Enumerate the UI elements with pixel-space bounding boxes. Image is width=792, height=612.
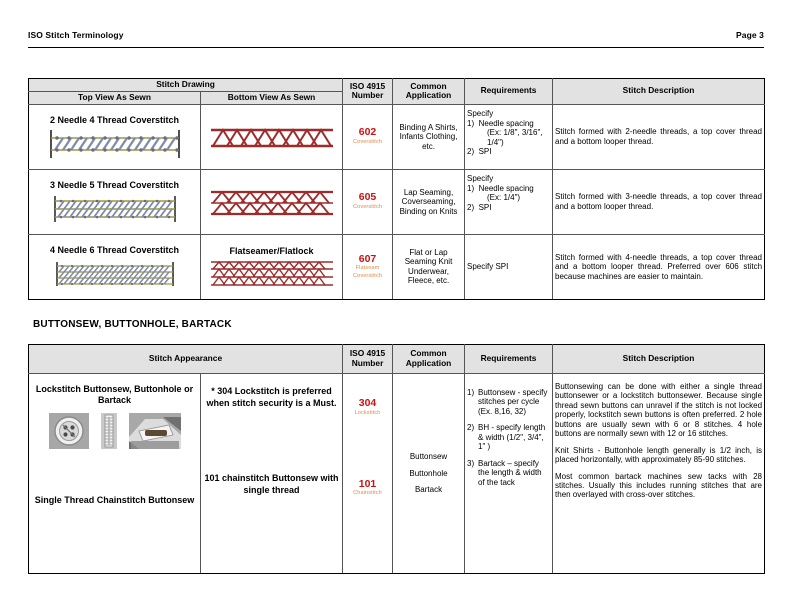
stitch-drawing-top-607 (39, 258, 191, 290)
header-bottom-view: Bottom View As Sewn (201, 91, 343, 104)
header-common-application-line2: Application (405, 90, 452, 101)
cell-iso-numbers (343, 374, 393, 574)
requirements-item (467, 459, 550, 487)
header-common-application-line1: Common (410, 348, 447, 359)
requirements-item-text: Needle spacing (478, 118, 534, 128)
cell-common-application: Lap Seaming, Coverseaming, Binding on Knits (393, 169, 465, 234)
requirements-item (467, 203, 550, 213)
cell-requirements: Specify SPI (465, 234, 553, 299)
cell-iso-number (343, 104, 393, 169)
button-photo-icon (49, 413, 89, 449)
row-title-bottom-view: Flatseamer/Flatlock (229, 246, 314, 256)
table-row (29, 374, 765, 574)
cell-common-application: Binding A Shirts, Infants Clothing, etc. (393, 104, 465, 169)
stitch-drawing-bottom-602 (209, 125, 335, 151)
requirements-item (467, 388, 550, 416)
requirements-item-continuation: (Ex: 1/4") (487, 193, 521, 203)
appearance-chainstitch-label: Single Thread Chainstitch Buttonsew (34, 494, 195, 505)
requirements-item-text: Buttonsew - specify stitches per cycle (Ex. 8,16, 32) (478, 388, 548, 416)
table-header-row-1 (29, 79, 765, 92)
table-row (29, 104, 765, 169)
header-iso-number (343, 79, 393, 105)
cell-bottom-view (201, 234, 343, 299)
iso-number-value: 607 (358, 252, 377, 265)
iso-number-subtitle-chainstitch: Chainstitch (353, 490, 382, 497)
iso-number-value: 602 (358, 126, 377, 139)
requirements-intro: Specify (467, 173, 494, 183)
header-iso-number-line2: Number (351, 358, 384, 368)
stitch-drawing-bottom-607 (209, 259, 335, 289)
iso-number-value-chainstitch: 101 (358, 477, 377, 490)
header-common-application-line2: Application (405, 358, 452, 368)
iso-number-value: 605 (358, 191, 377, 204)
iso-number-value-lockstitch: 304 (358, 397, 377, 409)
cell-requirements (465, 374, 553, 574)
cell-requirements (465, 169, 553, 234)
row-title-top-view: 2 Needle 4 Thread Coverstitch (49, 115, 180, 125)
iso-number-subtitle-line1: Flatseam (355, 265, 380, 272)
description-paragraph: Knit Shirts - Buttonhole length generally is 1/2 inch, is placed horizontally, with approximately 85-90 stitches. (555, 445, 763, 465)
header-stitch-description: Stitch Description (553, 345, 765, 374)
bartack-photo-icon (129, 413, 181, 449)
header-common-application (393, 79, 465, 105)
header-divider (28, 47, 764, 48)
requirements-item-number: 3) (467, 458, 475, 468)
cell-stitch-description (553, 374, 765, 574)
requirements-item-number: 2) (467, 147, 475, 157)
stitch-drawing-top-602 (39, 128, 191, 160)
requirements-item (467, 147, 550, 157)
header-iso-number-line2: Number (351, 90, 384, 101)
cell-requirements (465, 104, 553, 169)
row-title-top-view: 3 Needle 5 Thread Coverstitch (49, 180, 180, 190)
header-common-application-line1: Common (410, 80, 447, 91)
appearance-lockstitch-label: Lockstitch Buttonsew, Buttonhole or Bartack (35, 384, 194, 406)
cell-common-application (393, 374, 465, 574)
cell-stitch-appearance (29, 374, 201, 574)
common-application-line: Buttonsew (409, 452, 448, 462)
page-number: Page 3 (735, 30, 764, 40)
note-lockstitch-preferred: * 304 Lockstitch is preferred when stitch security is a Must. (206, 386, 337, 408)
header-requirements: Requirements (465, 345, 553, 374)
header-top-view: Top View As Sewn (29, 91, 201, 104)
header-iso-number-line1: ISO 4915 (349, 348, 386, 359)
common-application-line: Buttonhole (409, 468, 448, 478)
header-stitch-description: Stitch Description (553, 79, 765, 105)
iso-number-subtitle-lockstitch: Lockstitch (354, 409, 381, 416)
buttonhole-photo-icon (101, 413, 117, 449)
iso-number-subtitle: Coverstitch (352, 138, 383, 145)
requirements-item-text: Needle spacing (478, 183, 534, 193)
requirements-item-number: 1) (467, 183, 475, 193)
cell-iso-number (343, 169, 393, 234)
appearance-thumbnails (31, 413, 198, 449)
table-row (29, 234, 765, 299)
stitch-drawing-top-605 (39, 193, 191, 225)
appearance-lockstitch-group (31, 384, 198, 449)
header-stitch-appearance: Stitch Appearance (29, 345, 343, 374)
requirements-item-text: SPI (478, 147, 492, 157)
cell-stitch-description: Stitch formed with 4-needle threads, a top cover thread and a bottom looper thread. Preferred over 606 stitch because machines are easier to maintain. (553, 234, 765, 299)
note-chainstitch: 101 chainstitch Buttonsew with single thread (204, 473, 339, 496)
cell-iso-number (343, 234, 393, 299)
cell-common-application: Flat or Lap Seaming Knit Underwear, Fleece, etc. (393, 234, 465, 299)
requirements-item-text: BH - specify length & width (1/2", 3/4", 1" ) (478, 423, 546, 452)
cell-top-view (29, 169, 201, 234)
cell-top-view (29, 234, 201, 299)
cell-top-view (29, 104, 201, 169)
table-row (29, 169, 765, 234)
header-common-application (393, 345, 465, 374)
cell-stitch-description: Stitch formed with 2-needle threads, a top cover thread and a bottom looper thread. (553, 104, 765, 169)
requirements-item (467, 119, 550, 129)
header-stitch-drawing: Stitch Drawing (29, 79, 343, 92)
header-iso-number-line1: ISO 4915 (349, 80, 386, 91)
requirements-item-continuation: (Ex: 1/8", 3/16", 1/4") (487, 128, 543, 147)
common-application-line: Bartack (414, 485, 443, 495)
coverstitch-table (28, 78, 765, 300)
description-paragraph: Most common bartack machines sew tacks with 28 stitches. Usually this includes running stitches that are then overlayed with cross-over stitches. (555, 471, 763, 500)
section-heading: BUTTONSEW, BUTTONHOLE, BARTACK (33, 319, 232, 330)
header-requirements: Requirements (465, 79, 553, 105)
stitch-drawing-bottom-605 (209, 187, 335, 219)
iso-number-subtitle: Coverstitch (352, 203, 383, 210)
cell-appearance-notes (201, 374, 343, 574)
cell-bottom-view (201, 104, 343, 169)
running-header (28, 30, 764, 40)
requirements-item-number: 2) (467, 202, 475, 212)
row-title-top-view: 4 Needle 6 Thread Coverstitch (49, 245, 180, 255)
requirements-intro: Specify (467, 108, 494, 118)
requirements-item-number: 2) (467, 423, 475, 433)
requirements-item-number: 1) (467, 118, 475, 128)
requirements-item-text: SPI (478, 202, 492, 212)
iso-number-subtitle-line2: Coverstitch (352, 272, 383, 279)
header-title: ISO Stitch Terminology (28, 30, 124, 40)
appearance-chainstitch-group (31, 495, 198, 506)
requirements-item (467, 423, 550, 451)
requirements-item-number: 1) (467, 388, 475, 397)
buttonsew-table (28, 344, 765, 574)
cell-stitch-description: Stitch formed with 3-needle threads, a top cover thread and a bottom looper thread. (553, 169, 765, 234)
requirements-item-text: Bartack – specify the length & width of the tack (478, 458, 542, 487)
description-paragraph: Buttonsewing can be done with either a single thread buttonsewer or a lockstitch buttonsewer. Because single thread sewn buttons can unravel if the stitch is not locked properly, lockstitch sewn buttons is often preferred. 2 hole buttons are usually sewn with 6 or 8 stitches. 4 hole buttons are normally sewn with 12 or 16 stitches. (555, 382, 763, 439)
requirements-item (467, 184, 550, 194)
cell-bottom-view (201, 169, 343, 234)
table-header-row (29, 345, 765, 374)
header-iso-number (343, 345, 393, 374)
